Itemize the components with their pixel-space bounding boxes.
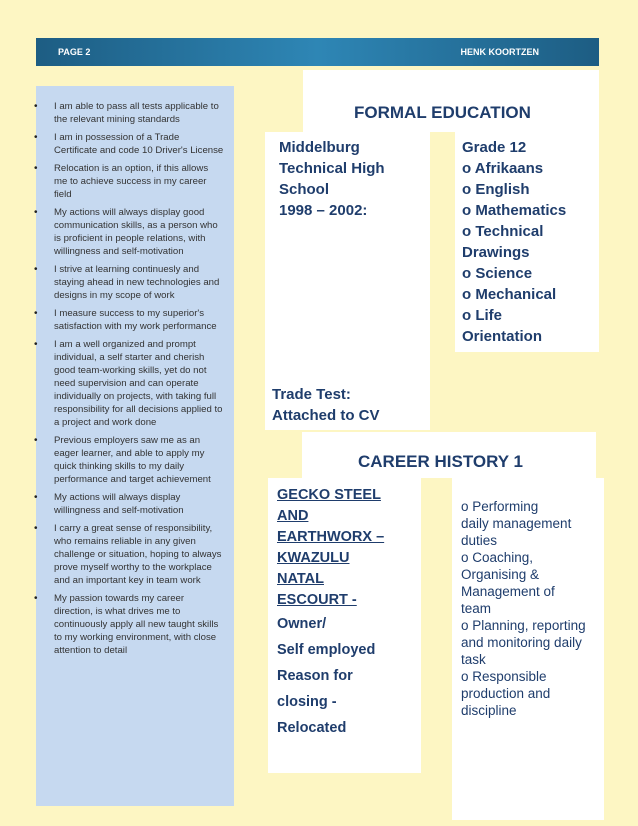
summary-item: • Relocation is an option, if this allows me to achieve success in my career field: [36, 162, 224, 201]
summary-list: [36, 86, 234, 657]
company-line: AND: [277, 508, 309, 524]
subject-line: Orientation: [462, 328, 543, 345]
subject-line: o Mechanical: [462, 286, 557, 303]
duty-line: o Coaching,: [461, 550, 534, 565]
duty-line: team: [461, 601, 492, 616]
company-line: GECKO STEEL: [277, 487, 381, 503]
summary-item: • I am a well organized and prompt individual, a self starter and cherish good team-working skills, yet do not need supervision and can operate individually on projects, with taking full responsibility for all decisions applied to a project and work done: [36, 338, 224, 429]
subject-line: o Mathematics: [462, 202, 567, 219]
role-line: Relocated: [277, 720, 347, 736]
summary-item: • I am in possession of a Trade Certificate and code 10 Driver's License: [36, 131, 224, 157]
subject-line: Grade 12: [462, 139, 527, 156]
duty-line: o Responsible: [461, 669, 547, 684]
subjects-list: [462, 137, 566, 347]
role-line: Owner/: [277, 616, 327, 632]
school-line: Middelburg: [279, 139, 360, 156]
duties-list: [461, 498, 586, 719]
summary-item: • I carry a great sense of responsibility, who remains reliable in any given challenge or situation, hoping to always prove myself worthy to the workplace and an important key in team work: [36, 522, 224, 587]
summary-item: • My actions will always display good communication skills, as a person who is proficient in people relations, with willingness and self-motivation: [36, 206, 224, 258]
duty-line: duties: [461, 533, 498, 548]
school-line: School: [279, 181, 330, 198]
role-info: [277, 614, 375, 744]
summary-item: • My passion towards my career direction, is what drives me to continuously apply all new taught skills to my working environment, with close attention to detail: [36, 592, 224, 657]
school-line: 1998 – 2002:: [279, 202, 368, 219]
summary-item: • I measure success to my superior's satisfaction with my work performance: [36, 307, 224, 333]
summary-item: • I strive at learning continuesly and staying ahead in new technologies and designs in my scope of work: [36, 263, 224, 302]
company-line: KWAZULU: [277, 550, 350, 566]
page-number: PAGE 2: [58, 47, 91, 57]
role-line: closing -: [277, 694, 337, 710]
sidebar-summary: [36, 86, 234, 806]
page-header: [36, 38, 599, 66]
duty-line: task: [461, 652, 486, 667]
subject-line: Drawings: [462, 244, 530, 261]
duty-line: o Performing: [461, 499, 539, 514]
subject-line: o English: [462, 181, 530, 198]
summary-item: • Previous employers saw me as an eager learner, and able to apply my quick thinking skills to my daily performance and target achievement: [36, 434, 224, 486]
trade-line: Trade Test:: [272, 386, 351, 403]
duty-line: and monitoring daily: [461, 635, 582, 650]
subject-line: o Life: [462, 307, 502, 324]
company-line: ESCOURT -: [277, 592, 357, 608]
company-info: [277, 485, 384, 611]
company-line: EARTHWORX –: [277, 529, 385, 545]
school-line: Technical High: [279, 160, 385, 177]
school-info: [279, 137, 385, 221]
trade-test: [272, 384, 380, 426]
subject-line: o Afrikaans: [462, 160, 544, 177]
duty-line: daily management: [461, 516, 572, 531]
duty-line: o Planning, reporting: [461, 618, 586, 633]
duty-line: production and: [461, 686, 551, 701]
summary-item: • I am able to pass all tests applicable to the relevant mining standards: [36, 100, 224, 126]
career-title: CAREER HISTORY 1: [358, 452, 524, 471]
author-name: HENK KOORTZEN: [460, 47, 539, 57]
duty-line: discipline: [461, 703, 517, 718]
subject-line: o Science: [462, 265, 533, 282]
duty-line: Organising &: [461, 567, 540, 582]
duty-line: Management of: [461, 584, 555, 599]
role-line: Reason for: [277, 668, 353, 684]
role-line: Self employed: [277, 642, 376, 658]
trade-line: Attached to CV: [272, 407, 380, 424]
summary-item: • My actions will always display willingness and self-motivation: [36, 491, 224, 517]
education-title: FORMAL EDUCATION: [354, 103, 531, 122]
company-line: NATAL: [277, 571, 324, 587]
subject-line: o Technical: [462, 223, 544, 240]
